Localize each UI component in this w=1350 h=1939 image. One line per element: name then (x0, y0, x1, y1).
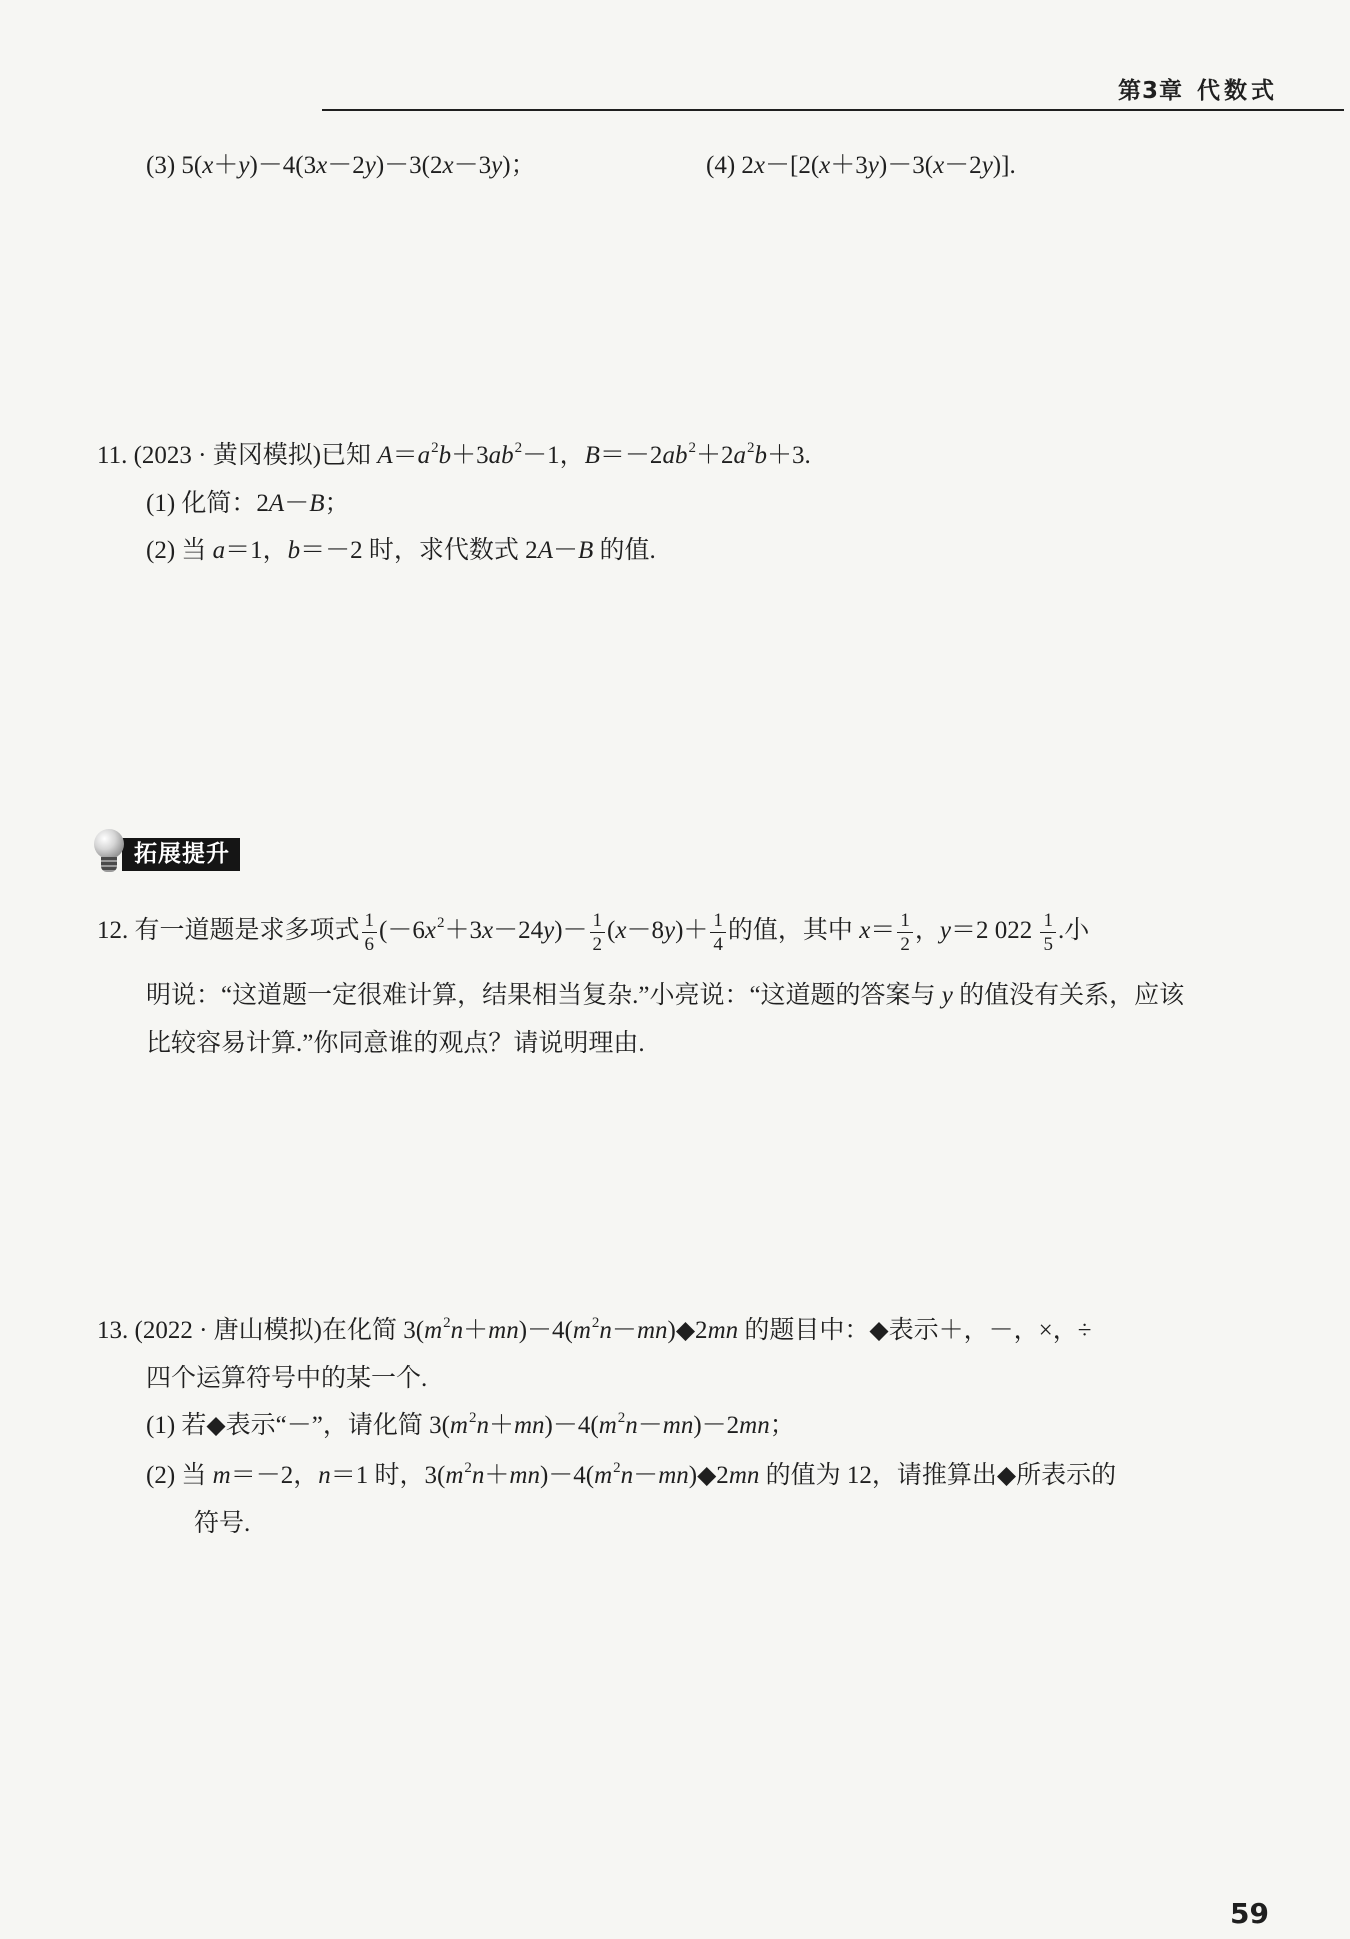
text-run: ＝ (870, 917, 896, 944)
text-run: 12. 有一道题是求多项式 (97, 917, 360, 944)
math-variable: y (941, 982, 953, 1009)
fraction-numerator: 1 (590, 910, 606, 933)
superscript: 2 (514, 440, 523, 456)
q12-line2 (146, 976, 1184, 1016)
math-variable: n (471, 1462, 485, 1489)
text-run: 13. (2022 · 唐山模拟)在化简 3( (97, 1317, 425, 1344)
text-run: )－2 (693, 1412, 740, 1439)
math-variable: n (476, 1412, 489, 1439)
math-variable: x (753, 152, 766, 179)
math-variable: m (594, 1462, 613, 1489)
math-variable: mn (658, 1462, 689, 1489)
fraction (710, 910, 726, 955)
text-run: －24 (493, 917, 544, 944)
text-run: )－4( (518, 1317, 573, 1344)
math-variable: A (268, 490, 285, 517)
text-run: － (633, 1462, 659, 1489)
fraction (590, 910, 606, 955)
text-run: ， (914, 917, 940, 944)
text-run: ( (607, 917, 616, 944)
q10-part3 (146, 146, 536, 186)
math-variable: y (939, 917, 951, 944)
chapter-title: 代数式 (1197, 78, 1278, 104)
text-run: － (552, 537, 578, 564)
math-variable: y (364, 152, 376, 179)
text-run: )－4(3 (249, 152, 317, 179)
math-variable: A (377, 442, 393, 469)
superscript: 2 (443, 1315, 451, 1331)
math-variable: b (438, 442, 452, 469)
q11-stem (97, 436, 811, 476)
math-variable: x (316, 152, 328, 179)
text-run: 的题目中：◆表示＋，－，×，÷ (738, 1317, 1092, 1344)
text-run: )； (502, 152, 536, 179)
math-variable: B (309, 490, 325, 517)
superscript: 2 (436, 915, 445, 931)
q12-line3 (146, 1024, 645, 1064)
fraction-numerator: 1 (710, 910, 726, 933)
math-variable: y (663, 917, 676, 944)
fraction-numerator: 1 (897, 910, 913, 933)
q10-part4 (706, 146, 1016, 186)
fraction-denominator: 6 (364, 933, 375, 955)
text-run: 符号. (194, 1510, 251, 1537)
superscript: 2 (431, 440, 439, 456)
lightbulb-glass (94, 829, 124, 859)
lightbulb-icon (92, 829, 126, 877)
fraction-denominator: 4 (713, 933, 723, 955)
text-run: (4) 2 (706, 152, 754, 179)
text-run: )－4( (544, 1412, 599, 1439)
q13-line1 (97, 1311, 1091, 1351)
math-variable: n (599, 1317, 612, 1344)
q13-line2 (146, 1359, 427, 1399)
math-variable: y (867, 152, 879, 179)
math-variable: mn (636, 1317, 668, 1344)
text-run: 的值没有关系，应该 (952, 982, 1185, 1009)
math-variable: x (202, 152, 214, 179)
math-variable: n (625, 1412, 638, 1439)
text-run: － (637, 1412, 663, 1439)
page-number: 59 (1230, 1897, 1269, 1930)
fraction (897, 910, 913, 955)
math-variable: x (819, 152, 831, 179)
math-variable: x (481, 917, 494, 944)
math-variable: x (424, 917, 436, 944)
fraction-numerator: 1 (1040, 910, 1056, 933)
math-variable: mn (662, 1412, 694, 1439)
text-run: ＝2 022 (950, 917, 1039, 944)
text-run: － (611, 1317, 637, 1344)
math-variable: n (318, 1462, 331, 1489)
text-run: .小 (1057, 917, 1090, 944)
superscript: 2 (591, 1315, 600, 1331)
section-badge: 拓展提升 (122, 838, 240, 871)
text-run: ＝1， (225, 537, 288, 564)
text-run: － (284, 490, 310, 517)
text-run: ＋3. (766, 442, 811, 469)
text-run: ； (324, 490, 350, 517)
superscript: 2 (746, 440, 755, 456)
math-variable: m (212, 1462, 231, 1489)
text-run: ＋ (484, 1462, 510, 1489)
text-run: )－ (554, 917, 588, 944)
chapter-label: 第3章 (1117, 78, 1183, 104)
text-run: 的值为 12，请推算出◆所表示的 (759, 1462, 1117, 1489)
math-variable: x (933, 152, 945, 179)
q12-line1 (97, 903, 1089, 959)
text-run: (－6 (379, 917, 425, 944)
text-run: ＝ (392, 442, 418, 469)
math-variable: x (615, 917, 627, 944)
math-variable: mn (488, 1317, 519, 1344)
text-run: ＝－2 时，求代数式 2 (300, 537, 538, 564)
math-variable: mn (707, 1317, 739, 1344)
fraction-denominator: 2 (900, 933, 910, 955)
math-variable: b (287, 537, 301, 564)
header-rule (322, 109, 1344, 111)
text-run: ＋3 (830, 152, 868, 179)
superscript: 2 (688, 440, 696, 456)
math-variable: mn (509, 1462, 540, 1489)
math-variable: ab (488, 442, 514, 469)
math-variable: A (537, 537, 553, 564)
math-variable: b (754, 442, 767, 469)
q13-part2-line1 (146, 1456, 1116, 1496)
math-variable: mn (739, 1412, 770, 1439)
text-run: )]. (992, 152, 1016, 179)
math-variable: m (445, 1462, 464, 1489)
math-variable: y (981, 152, 993, 179)
text-run: ＋ (463, 1317, 489, 1344)
q11-part2 (146, 531, 656, 571)
math-variable: y (543, 917, 555, 944)
fraction-denominator: 2 (592, 933, 603, 955)
text-run: ＋2 (695, 442, 734, 469)
superscript: 2 (464, 1460, 472, 1476)
math-variable: x (859, 917, 871, 944)
text-run: ＋3 (444, 917, 482, 944)
fraction (362, 910, 378, 955)
text-run: －[2( (765, 152, 820, 179)
fraction (1040, 910, 1056, 955)
text-run: 的值. (593, 537, 656, 564)
text-run: ＋ (213, 152, 239, 179)
text-run: ＝－2， (230, 1462, 319, 1489)
text-run: ＝－2 (599, 442, 663, 469)
text-run: (2) 当 (146, 537, 213, 564)
text-run: －2 (327, 152, 365, 179)
math-variable: x (442, 152, 454, 179)
math-variable: n (620, 1462, 634, 1489)
text-run: －1， (522, 442, 585, 469)
math-variable: mn (513, 1412, 545, 1439)
math-variable: B (577, 537, 594, 564)
text-run: 明说：“这道题一定很难计算，结果相当复杂.”小亮说：“这道题的答案与 (146, 982, 942, 1009)
text-run: (1) 化简：2 (146, 490, 269, 517)
text-run: ＝1 时，3( (330, 1462, 446, 1489)
text-run: )＋ (675, 917, 709, 944)
text-run: －2 (944, 152, 982, 179)
math-variable: m (449, 1412, 468, 1439)
text-run: ＋3 (451, 442, 489, 469)
running-header (1118, 74, 1278, 108)
math-variable: m (598, 1412, 617, 1439)
lightbulb-base (101, 857, 117, 872)
text-run: )－4( (539, 1462, 595, 1489)
math-variable: y (491, 152, 503, 179)
text-run: 比较容易计算.”你同意谁的观点？请说明理由. (146, 1030, 645, 1057)
math-variable: a (733, 442, 746, 469)
text-run: )－3(2 (375, 152, 443, 179)
text-run: 11. (2023 · 黄冈模拟)已知 (97, 442, 378, 469)
text-run: ＋ (488, 1412, 514, 1439)
text-run: 的值，其中 (727, 917, 860, 944)
math-variable: a (417, 442, 431, 469)
superscript: 2 (617, 1410, 626, 1426)
text-run: )◆2 (688, 1462, 729, 1489)
q13-part2-line2 (194, 1504, 250, 1544)
math-variable: y (238, 152, 250, 179)
text-run: －8 (626, 917, 664, 944)
superscript: 2 (613, 1460, 621, 1476)
text-run: ； (769, 1412, 795, 1439)
text-run: (1) 若◆表示“－”，请化简 3( (146, 1412, 450, 1439)
math-variable: a (212, 537, 226, 564)
text-run: (2) 当 (146, 1462, 213, 1489)
text-run: (3) 5( (146, 152, 203, 179)
math-variable: m (424, 1317, 443, 1344)
q11-part1 (146, 484, 350, 524)
text-run: 四个运算符号中的某一个. (146, 1365, 428, 1392)
math-variable: ab (662, 442, 688, 469)
math-variable: mn (728, 1462, 760, 1489)
superscript: 2 (468, 1410, 477, 1426)
fraction-denominator: 5 (1043, 933, 1053, 955)
text-run: －3 (453, 152, 492, 179)
fraction-numerator: 1 (362, 910, 378, 933)
text-run: )－3( (878, 152, 934, 179)
text-run: )◆2 (667, 1317, 708, 1344)
math-variable: B (584, 442, 600, 469)
math-variable: m (572, 1317, 591, 1344)
q13-part1 (146, 1406, 795, 1446)
math-variable: n (450, 1317, 464, 1344)
